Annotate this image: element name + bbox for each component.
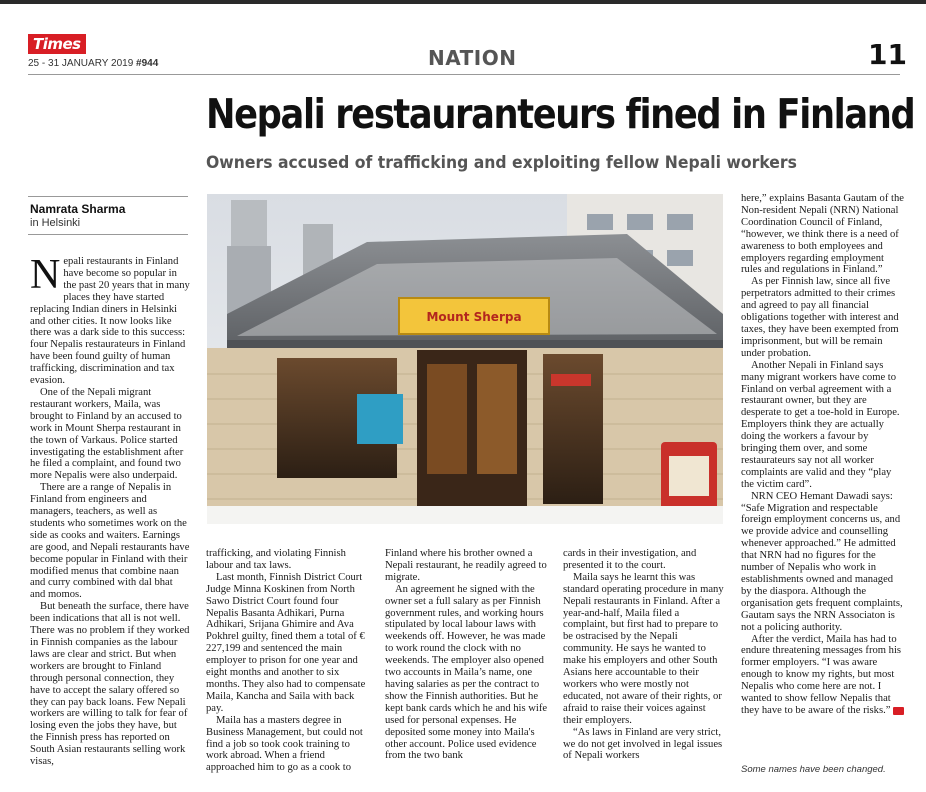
paragraph: Finland where his brother owned a Nepali restaurant, he readily agreed to migrate. bbox=[385, 548, 547, 583]
paragraph: An agreement he signed with the owner set a full salary as per Finnish government rules, and working hours stipulated by local labour laws with weekends off. However, he was made to work round the clock with no weekends. The employer also opened two accounts in Maila’s name, one having salaries as per the contract to show the Finnish authorities. But he kept bank cards which he and his wife used for personal expenses. He deposited some money into Maila's other account. Police used evidence from the two bank bbox=[385, 583, 548, 762]
restaurant-sign-text: Mount Sherpa bbox=[426, 310, 522, 324]
paragraph-text: After the verdict, Maila has had to endure threatening messages from his former employers. “I was aware enough to know my rights, but most Nepalis who come here are not. I wanted to show fellow Nepalis that they have to be aware of the risks.” bbox=[741, 633, 902, 716]
header-rule bbox=[28, 74, 900, 75]
subheadline: Owners accused of trafficking and exploiting fellow Nepali workers bbox=[206, 153, 797, 173]
paragraph-text: epali restaurants in Finland have become so popular in the past 20 years that in many places they have started replacing Indian diners in Helsinki and other cities. It now looks like there was a dark side to this success: four Nepalis restaurateurs in Finland have been found guilty of human trafficking, discrimination and tax evasion. bbox=[30, 256, 190, 387]
paragraph: As per Finnish law, since all five perpetrators admitted to their crimes and agreed to pay all financial obligations together with interest and taxes, they have been exempted from imprisonment, but will be remain under probation. bbox=[741, 276, 899, 359]
dropcap: N bbox=[30, 256, 61, 298]
paragraph: But beneath the surface, there have been indications that all is not well. There was no problem if they worked in Finnish companies as the labour laws are clear and strict. But when workers are brought to Finland through personal connection, they have to accept the salary offered so they can pay back loans. Few Nepali workers are willing to talk for fear of losing even the jobs they have, but the Finnish press has reported on South Asian restaurants selling work visas, bbox=[30, 601, 190, 768]
issue-number: #944 bbox=[136, 58, 159, 69]
page-number: 11 bbox=[868, 38, 907, 71]
paragraph: Maila has a masters degree in Business Management, but could not find a job so took cook training to work abroad. When a friend approached him to go as a cook to bbox=[206, 714, 363, 774]
paragraph: Maila says he learnt this was standard operating procedure in many Nepali restaurants in Finland. After a year-and-half, Maila filed a complaint, but first had to prepare to be ostracised by the Nepali community. He says he wanted to make his employers and other South Asians here accountable to their workers who were mostly not educated, not aware of their rights, or afraid to raise their voices against their employers. bbox=[563, 571, 724, 726]
paragraph: here,” explains Basanta Gautam of the Non-resident Nepali (NRN) National Coordination Council of Finland, “however, we think there is a need of awareness to both employees and employers regarding employment rules and regulations in Finland.” bbox=[741, 193, 904, 276]
paragraph: NRN CEO Hemant Dawadi says: “Safe Migration and respectable foreign employment concerns us, and we provide advice and counselling whenever approached.” He admitted that NRN had no figures for the number of Nepalis who work in establishments owned and managed by the diaspora. Although the organisation gets frequent complaints, Gautam says the NRN Associaton is not a policing authority. bbox=[741, 490, 903, 633]
headline: Nepali restauranteurs fined in Finland bbox=[206, 90, 915, 138]
times-logo: Times bbox=[28, 34, 86, 54]
restaurant-photo bbox=[207, 194, 723, 524]
byline-rule-bottom bbox=[28, 234, 188, 235]
article-column-5 bbox=[741, 193, 905, 717]
article-column-2 bbox=[206, 548, 369, 774]
section-label: NATION bbox=[428, 46, 517, 70]
top-border bbox=[0, 0, 926, 4]
paragraph: Another Nepali in Finland says many migrant workers have come to Finland on verbal agreement with a restaurant owner, but they are desperate to get a toe-hold in Europe. Employers think they are actually doing the workers a favour by bringing them over, and some restaurateurs say not all worker complaints are valid and they “play the victim card”. bbox=[741, 359, 900, 490]
paragraph: Last month, Finnish District Court Judge Minna Koskinen from North Sawo District Court found four Nepalis Basanta Adhikari, Purna Adhikari, Srijana Ghimire and Ava Pokhrel guilty, fined them a total of € 227,199 and sentenced the main employer to prison for one year and eight months and another to six months. They also had to compensate Maila, Kancha and Saila with back pay. bbox=[206, 571, 366, 714]
article-column-4 bbox=[563, 548, 726, 762]
paragraph: trafficking, and violating Finnish labour and tax laws. bbox=[206, 548, 346, 571]
issue-date: 25 - 31 JANUARY 2019 bbox=[28, 58, 134, 69]
byline-rule-top bbox=[28, 196, 188, 197]
article-column-1 bbox=[30, 256, 190, 768]
paragraph: cards in their investigation, and presented it to the court. bbox=[563, 548, 697, 571]
author-location: in Helsinki bbox=[30, 217, 81, 229]
paragraph bbox=[30, 256, 190, 387]
paragraph: “As laws in Finland are very strict, we do not get involved in legal issues of Nepali workers bbox=[563, 726, 723, 762]
paragraph: There are a range of Nepalis in Finland from engineers and managers, teachers, as well as students who sometimes work on the side as cooks and waiters. Earnings are good, and Nepali restaurants have become popular in Finland with their modified menus that combine naan and curry combined with dal bhat and momos. bbox=[30, 482, 190, 601]
end-mark-icon bbox=[893, 707, 904, 715]
author-name: Namrata Sharma bbox=[30, 202, 126, 216]
photo-note: Some names have been changed. bbox=[741, 764, 886, 775]
issue-info bbox=[28, 58, 158, 69]
article-column-3 bbox=[385, 548, 548, 762]
paragraph: One of the Nepali migrant restaurant workers, Maila, was brought to Finland by an accused to work in Mount Sherpa restaurant in the town of Varkaus. Police started investigating the establishment after he filed a complaint, and found two more Nepalis were also underpaid. bbox=[30, 386, 184, 482]
paragraph bbox=[741, 634, 905, 717]
